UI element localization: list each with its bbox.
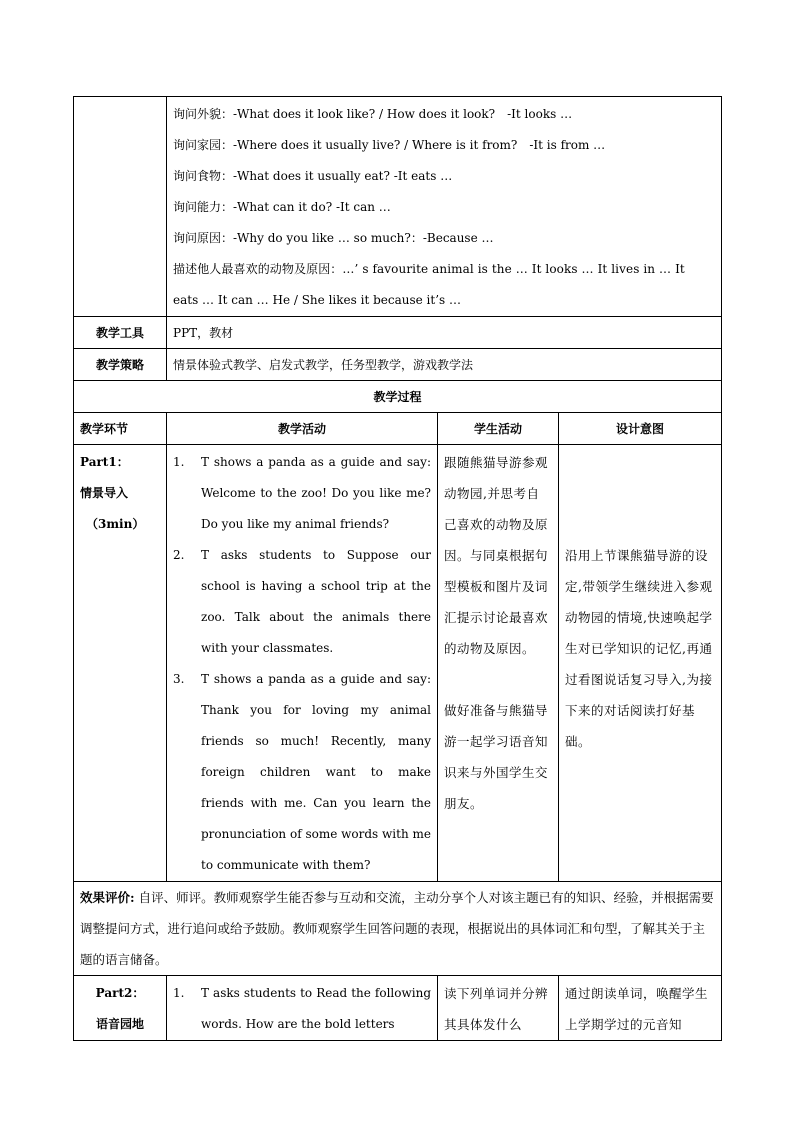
objective-line: 询问家园：-Where does it usually live? / Where is it from? -It is from … (173, 138, 606, 152)
part1-row (74, 445, 722, 882)
part1-intent: 沿用上节课熊猫导游的设定,带领学生继续进入参观动物园的情境,快速唤起学生对已学知识的记忆,再通过看图说话复习导入,为接下来的对话阅读打好基础。 (565, 548, 713, 749)
objective-line: 询问外貌：-What does it look like? / How does it look? -It looks … (173, 107, 573, 121)
part1-activity-list (173, 447, 431, 881)
evaluation-label: 效果评价: (80, 890, 135, 905)
evaluation-cell (74, 882, 722, 976)
part1-title: Part1： (80, 455, 129, 469)
tools-value: PPT，教材 (167, 317, 722, 349)
list-item: 1. T asks students to Read the following words. How are the bold letters (173, 986, 431, 1031)
part1-student-b: 做好准备与熊猫导游一起学习语音知识来与外国学生交朋友。 (444, 703, 549, 811)
part1-name: 情景导入 (80, 486, 129, 500)
part2-intent-cell (559, 976, 722, 1041)
part2-title: Part2： (95, 986, 145, 1000)
header-stage: 教学环节 (74, 413, 167, 445)
objective-line: 询问能力：-What can it do? -It can … (173, 200, 391, 214)
header-teacher-activity: 教学活动 (167, 413, 438, 445)
part2-activities-cell (167, 976, 438, 1041)
header-row (74, 413, 722, 445)
strategy-value: 情景体验式教学、启发式教学，任务型教学，游戏教学法 (167, 349, 722, 381)
part2-student: 读下列单词并分辨其具体发什么 (444, 986, 549, 1032)
part1-student-cell (438, 445, 559, 882)
part1-stage-cell (74, 445, 167, 882)
header-design-intent: 设计意图 (559, 413, 722, 445)
objective-line: eats … It can … He / She likes it because it’s … (173, 293, 461, 307)
strategy-label: 教学策略 (74, 349, 167, 381)
objective-line: 询问原因：-Why do you like … so much?：-Because … (173, 231, 494, 245)
strategy-row (74, 349, 722, 381)
evaluation-row (74, 882, 722, 976)
part2-stage-cell (74, 976, 167, 1041)
process-title-row (74, 381, 722, 413)
part2-row (74, 976, 722, 1041)
objective-line: 询问食物：-What does it usually eat? -It eats … (173, 169, 453, 183)
objectives-cell (167, 97, 722, 317)
objectives-label-cell (74, 97, 167, 317)
activity-text: T asks students to Suppose our school is having a school trip at the zoo. Talk about the animals there with your classmates. (201, 548, 431, 655)
part2-activity-list (173, 978, 431, 1040)
header-student-activity: 学生活动 (438, 413, 559, 445)
list-item: 2. T asks students to Suppose our school is having a school trip at the zoo. Talk about the animals there with your classmates. (173, 548, 431, 655)
process-title: 教学过程 (74, 381, 722, 413)
evaluation-text: 自评、师评。教师观察学生能否参与互动和交流，主动分享个人对该主题已有的知识、经验，并根据需要调整提问方式，进行追问或给予鼓励。教师观察学生回答问题的表现，根据说出的具体词汇和句型，了解其关于主题的语言储备。 (80, 890, 714, 967)
lesson-plan-table (73, 96, 722, 1041)
objective-line: 描述他人最喜欢的动物及原因：…’ s favourite animal is the … It looks … It lives in … It (173, 262, 685, 276)
part2-intent: 通过朗读单词，唤醒学生上学期学过的元音知 (565, 986, 709, 1032)
part2-student-cell (438, 976, 559, 1041)
part1-intent-cell (559, 445, 722, 882)
list-item: 1. T shows a panda as a guide and say: Welcome to the zoo! Do you like me? Do you like my animal friends? (173, 455, 431, 531)
tools-label: 教学工具 (74, 317, 167, 349)
list-item: 3. T shows a panda as a guide and say: Thank you for loving my animal friends so much! Recently, many foreign children want to make friends with me. Can you learn the pronunciation of some words with me to communicate with them? (173, 672, 431, 872)
part1-student-a: 跟随熊猫导游参观动物园,并思考自己喜欢的动物及原因。与同桌根据句型模板和图片及词汇提示讨论最喜欢的动物及原因。 (444, 455, 549, 656)
activity-text: T shows a panda as a guide and say: Thank you for loving my animal friends so much! Recently, many foreign children want to make friends with me. Can you learn the pronunciation of some words with me to communicate with them? (201, 672, 431, 872)
activity-text: T shows a panda as a guide and say: Welcome to the zoo! Do you like me? Do you like my animal friends? (201, 455, 431, 531)
part1-time: （3min） (86, 517, 145, 531)
tools-row (74, 317, 722, 349)
objectives-row (74, 97, 722, 317)
part2-name: 语音园地 (95, 1017, 144, 1031)
activity-text: T asks students to Read the following words. How are the bold letters (201, 986, 431, 1031)
part1-activities-cell (167, 445, 438, 882)
